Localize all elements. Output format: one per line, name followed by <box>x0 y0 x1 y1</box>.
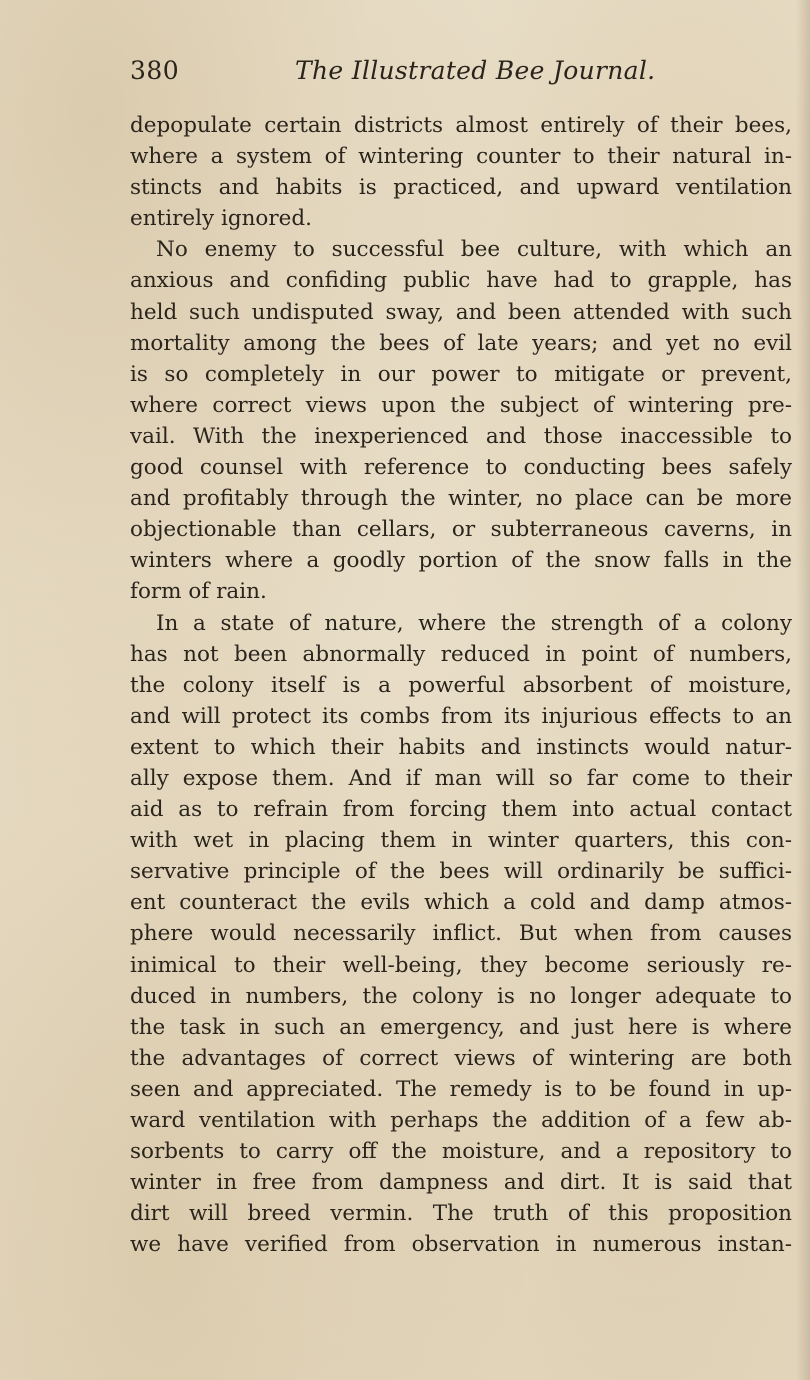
text-line: ent counteract the evils which a cold and damp atmos- <box>130 890 792 916</box>
text-line: winter in free from dampness and dirt. It is said that <box>130 1170 792 1196</box>
running-header <box>130 56 790 92</box>
page-edge-shadow <box>796 0 810 1380</box>
text-line: stincts and habits is practiced, and upward ventilation <box>130 175 792 201</box>
text-line: depopulate certain districts almost entirely of their bees, <box>130 113 792 138</box>
text-line: has not been abnormally reduced in point of numbers, <box>130 641 792 667</box>
text-line: extent to which their habits and instincts would natur- <box>130 734 792 760</box>
running-title: The Illustrated Bee Journal. <box>295 56 656 85</box>
page-number: 380 <box>130 56 180 85</box>
text-line: mortality among the bees of late years; and yet no evil <box>130 330 792 356</box>
text-line: sorbents to carry off the moisture, and a repository to <box>130 1139 792 1165</box>
text-line: vail. With the inexperienced and those inaccessible to <box>130 423 792 449</box>
text-line: ally expose them. And if man will so far come to their <box>130 765 792 791</box>
text-line: the colony itself is a powerful absorbent of moisture, <box>130 672 792 698</box>
text-line: good counsel with reference to conducting bees safely <box>130 455 792 481</box>
text-line: phere would necessarily inflict. But when from causes <box>130 921 792 947</box>
text-line: held such undisputed sway, and been attended with such <box>130 299 792 325</box>
text-line: is so completely in our power to mitigate or prevent, <box>130 361 792 387</box>
text-line: the advantages of correct views of wintering are both <box>130 1045 792 1071</box>
text-line: inimical to their well-being, they become seriously re- <box>130 952 792 978</box>
text-line: anxious and confiding public have had to grapple, has <box>130 268 792 294</box>
text-line: dirt will breed vermin. The truth of this proposition <box>130 1201 792 1227</box>
text-line: objectionable than cellars, or subterraneous caverns, in <box>130 517 792 543</box>
text-line: In a state of nature, where the strength of a colony <box>156 610 792 636</box>
text-line: winters where a goodly portion of the snow falls in the <box>130 548 792 574</box>
text-line: where correct views upon the subject of wintering pre- <box>130 392 792 418</box>
text-line: ward ventilation with perhaps the addition of a few ab- <box>130 1108 792 1133</box>
body-text <box>130 110 792 1260</box>
text-line: No enemy to successful bee culture, with which an <box>156 237 792 263</box>
text-line: aid as to refrain from forcing them into actual contact <box>130 797 792 823</box>
text-line: and profitably through the winter, no place can be more <box>130 486 792 512</box>
text-line: duced in numbers, the colony is no longer adequate to <box>130 983 792 1009</box>
text-line: we have verified from observation in numerous instan- <box>130 1232 792 1258</box>
text-line: servative principle of the bees will ordinarily be suffici- <box>130 859 792 885</box>
text-line: and will protect its combs from its injurious effects to an <box>130 703 792 729</box>
text-line: entirely ignored. <box>130 206 312 232</box>
text-line: where a system of wintering counter to their natural in- <box>130 144 792 170</box>
text-line: the task in such an emergency, and just here is where <box>130 1014 792 1040</box>
text-line: seen and appreciated. The remedy is to be found in up- <box>130 1076 792 1102</box>
text-line: with wet in placing them in winter quarters, this con- <box>130 828 792 854</box>
text-line: form of rain. <box>130 579 267 605</box>
